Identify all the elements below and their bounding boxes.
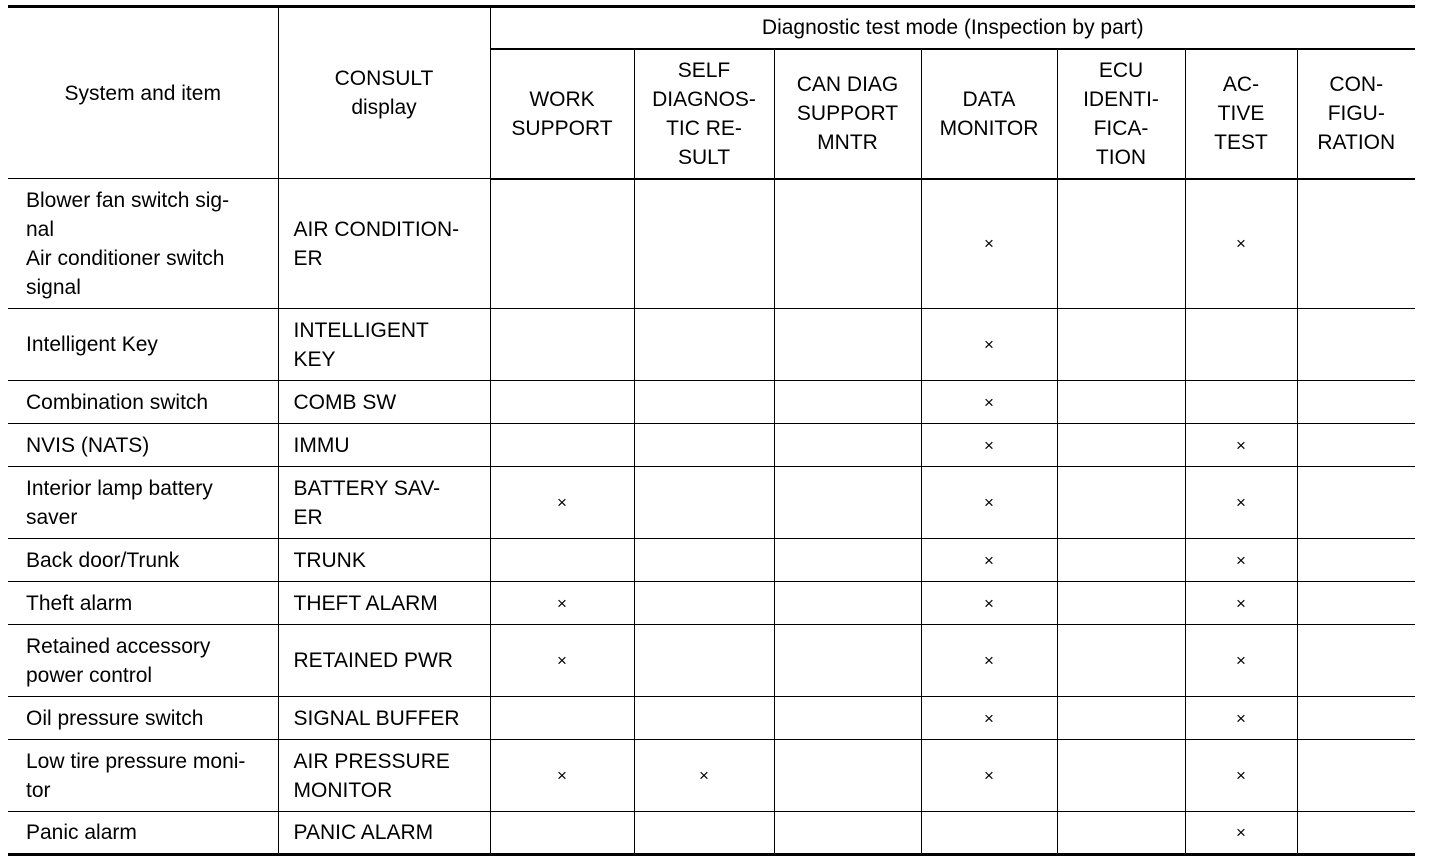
consult-display-line: COMB SW (293, 390, 397, 414)
mode-mark-cell: × (1185, 740, 1297, 812)
mode-mark-cell (1297, 309, 1415, 381)
header-mode-line: DIAGNOS- (652, 87, 756, 111)
mode-mark-cell (1297, 381, 1415, 424)
system-item-line: Low tire pressure moni- (26, 749, 246, 773)
system-item-line: Intelligent Key (26, 333, 158, 356)
mode-mark-cell (774, 309, 921, 381)
mode-mark-cell (774, 582, 921, 625)
mode-mark-cell (490, 539, 634, 582)
consult-display-cell (278, 582, 490, 625)
header-mode (1057, 49, 1185, 179)
mode-mark-cell (921, 812, 1057, 855)
mode-mark-cell (1185, 381, 1297, 424)
system-item-line: NVIS (NATS) (26, 433, 150, 457)
header-mode-line: MNTR (817, 131, 878, 154)
header-mode-line: CAN DIAG (796, 73, 899, 96)
mode-mark-cell (634, 467, 774, 539)
system-item-line: Theft alarm (26, 591, 133, 615)
mode-mark-cell: × (921, 467, 1057, 539)
consult-display-cell (278, 424, 490, 467)
mode-mark-cell (1057, 179, 1185, 309)
mode-mark-cell (1297, 740, 1415, 812)
mode-mark-cell (1057, 424, 1185, 467)
header-mode (1185, 49, 1297, 179)
system-item-cell (8, 179, 278, 309)
mode-mark-cell: × (1185, 812, 1297, 855)
header-mode-line: SUPPORT (796, 102, 899, 125)
mode-mark-cell (774, 381, 921, 424)
system-item-cell (8, 697, 278, 740)
mode-mark-cell (1057, 381, 1185, 424)
header-mode-line: SUPPORT (511, 116, 613, 140)
table-row (8, 582, 1415, 625)
mode-mark-cell (634, 539, 774, 582)
system-item-line: Back door/Trunk (26, 548, 180, 572)
mode-mark-cell (1297, 424, 1415, 467)
consult-display-cell (278, 381, 490, 424)
mode-mark-cell (1297, 697, 1415, 740)
table-row (8, 179, 1415, 309)
header-system-item-label: System and item (64, 81, 221, 105)
header-diagnostic-mode-label: Diagnostic test mode (Inspection by part) (761, 16, 1144, 40)
table-row (8, 697, 1415, 740)
mode-mark-cell (490, 381, 634, 424)
header-mode (634, 49, 774, 179)
mode-mark-cell: × (921, 309, 1057, 381)
header-mode-line: TION (1095, 145, 1147, 169)
mode-mark-cell (634, 381, 774, 424)
header-mode-line: ECU (1098, 58, 1144, 82)
system-item-line: power control (26, 663, 153, 687)
header-consult-line: display (351, 96, 417, 119)
consult-display-line: ER (293, 246, 323, 270)
header-mode-line: FICA- (1093, 116, 1149, 140)
consult-display-line: IMMU (293, 433, 350, 457)
header-mode-line: IDENTI- (1083, 87, 1159, 111)
consult-display-line: TRUNK (293, 548, 366, 572)
header-mode-line: SELF (677, 58, 731, 82)
system-item-line: signal (26, 275, 81, 299)
consult-display-line: THEFT ALARM (293, 591, 438, 615)
table-row (8, 467, 1415, 539)
consult-display-line: ER (293, 505, 323, 529)
mode-mark-cell (1057, 740, 1185, 812)
consult-display-cell (278, 467, 490, 539)
system-item-line: Retained accessory (26, 634, 211, 658)
mode-mark-cell (634, 812, 774, 855)
mode-mark-cell: × (921, 582, 1057, 625)
mode-mark-cell: × (1185, 625, 1297, 697)
system-item-cell (8, 309, 278, 381)
system-item-line: Oil pressure switch (26, 706, 204, 730)
mode-mark-cell: × (921, 381, 1057, 424)
mode-mark-cell (634, 424, 774, 467)
header-mode-line: CON- (1329, 73, 1384, 96)
mode-mark-cell: × (490, 625, 634, 697)
mode-mark-cell (1297, 467, 1415, 539)
mode-mark-cell (1297, 812, 1415, 855)
consult-display-line: AIR PRESSURE (293, 749, 450, 773)
system-item-cell (8, 625, 278, 697)
mode-mark-cell (490, 424, 634, 467)
header-mode-line: RATION (1317, 131, 1396, 154)
system-item-line: Interior lamp battery (26, 476, 213, 500)
consult-display-cell (278, 812, 490, 855)
consult-display-cell (278, 309, 490, 381)
system-item-cell (8, 467, 278, 539)
system-item-line: Combination switch (26, 390, 209, 414)
header-mode-line: SULT (677, 145, 731, 169)
mode-mark-cell (774, 539, 921, 582)
mode-mark-cell (1057, 697, 1185, 740)
mode-mark-cell (1057, 539, 1185, 582)
system-item-line: Blower fan switch sig- (26, 188, 230, 212)
mode-mark-cell (774, 424, 921, 467)
header-mode-line: TIC RE- (666, 116, 742, 140)
mode-mark-cell (774, 697, 921, 740)
mode-mark-cell (634, 697, 774, 740)
mode-mark-cell: × (1185, 697, 1297, 740)
system-item-line: nal (26, 217, 55, 241)
header-system-item (8, 7, 278, 179)
mode-mark-cell (490, 697, 634, 740)
mode-mark-cell: × (1185, 539, 1297, 582)
table-row (8, 740, 1415, 812)
header-consult-display (278, 7, 490, 179)
mode-mark-cell (1297, 625, 1415, 697)
consult-display-line: INTELLIGENT (293, 318, 429, 342)
mode-mark-cell (774, 740, 921, 812)
header-mode (921, 49, 1057, 179)
mode-mark-cell (490, 309, 634, 381)
mode-mark-cell: × (921, 424, 1057, 467)
table-row (8, 309, 1415, 381)
mode-mark-cell (1057, 812, 1185, 855)
mode-mark-cell: × (1185, 467, 1297, 539)
mode-mark-cell (774, 467, 921, 539)
mode-mark-cell (1057, 625, 1185, 697)
table-row (8, 625, 1415, 697)
mode-mark-cell: × (921, 625, 1057, 697)
mode-mark-cell: × (490, 582, 634, 625)
consult-display-line: AIR CONDITION- (293, 217, 460, 241)
mode-mark-cell: × (1185, 179, 1297, 309)
header-mode-line: MONITOR (939, 116, 1039, 140)
mode-mark-cell: × (921, 179, 1057, 309)
consult-display-line: PANIC ALARM (293, 821, 434, 844)
system-item-cell (8, 812, 278, 855)
table-row (8, 381, 1415, 424)
consult-display-line: SIGNAL BUFFER (293, 706, 460, 730)
system-item-line: Panic alarm (26, 821, 137, 844)
header-mode (490, 49, 634, 179)
table-row (8, 424, 1415, 467)
system-item-line: Air conditioner switch (26, 246, 225, 270)
mode-mark-cell (1297, 179, 1415, 309)
consult-display-line: MONITOR (293, 778, 393, 802)
mode-mark-cell (1185, 309, 1297, 381)
mode-mark-cell (490, 179, 634, 309)
mode-mark-cell (774, 179, 921, 309)
header-mode-line: WORK (529, 87, 595, 111)
system-item-cell (8, 582, 278, 625)
header-mode-line: TEST (1214, 131, 1268, 154)
mode-mark-cell (1297, 582, 1415, 625)
header-consult-line: CONSULT (334, 67, 434, 90)
header-diagnostic-mode (490, 7, 1415, 49)
mode-mark-cell (1057, 309, 1185, 381)
consult-display-cell (278, 740, 490, 812)
header-mode-line: AC- (1222, 73, 1260, 96)
mode-mark-cell (1297, 539, 1415, 582)
mode-mark-cell (774, 812, 921, 855)
mode-mark-cell (634, 625, 774, 697)
consult-display-cell (278, 179, 490, 309)
consult-display-cell (278, 697, 490, 740)
header-mode (1297, 49, 1415, 179)
mode-mark-cell (774, 625, 921, 697)
header-mode-line: DATA (962, 87, 1016, 111)
mode-mark-cell: × (1185, 582, 1297, 625)
system-item-cell (8, 740, 278, 812)
mode-mark-cell: × (1185, 424, 1297, 467)
mode-mark-cell: × (490, 740, 634, 812)
mode-mark-cell (634, 582, 774, 625)
mode-mark-cell: × (921, 539, 1057, 582)
table-row (8, 812, 1415, 855)
table-row (8, 539, 1415, 582)
diagnostic-mode-table (8, 5, 1415, 856)
system-item-cell (8, 539, 278, 582)
mode-mark-cell: × (921, 697, 1057, 740)
header-mode (774, 49, 921, 179)
mode-mark-cell: × (921, 740, 1057, 812)
mode-mark-cell (490, 812, 634, 855)
consult-display-line: RETAINED PWR (293, 649, 453, 672)
header-mode-line: TIVE (1217, 102, 1265, 125)
mode-mark-cell (634, 179, 774, 309)
mode-mark-cell: × (634, 740, 774, 812)
mode-mark-cell (1057, 582, 1185, 625)
mode-mark-cell (634, 309, 774, 381)
header-mode-line: FIGU- (1327, 102, 1385, 125)
consult-display-cell (278, 539, 490, 582)
consult-display-cell (278, 625, 490, 697)
system-item-cell (8, 424, 278, 467)
system-item-line: tor (26, 778, 51, 802)
consult-display-line: BATTERY SAV- (293, 476, 441, 500)
consult-display-line: KEY (293, 347, 336, 371)
system-item-cell (8, 381, 278, 424)
mode-mark-cell (1057, 467, 1185, 539)
system-item-line: saver (26, 505, 78, 529)
mode-mark-cell: × (490, 467, 634, 539)
